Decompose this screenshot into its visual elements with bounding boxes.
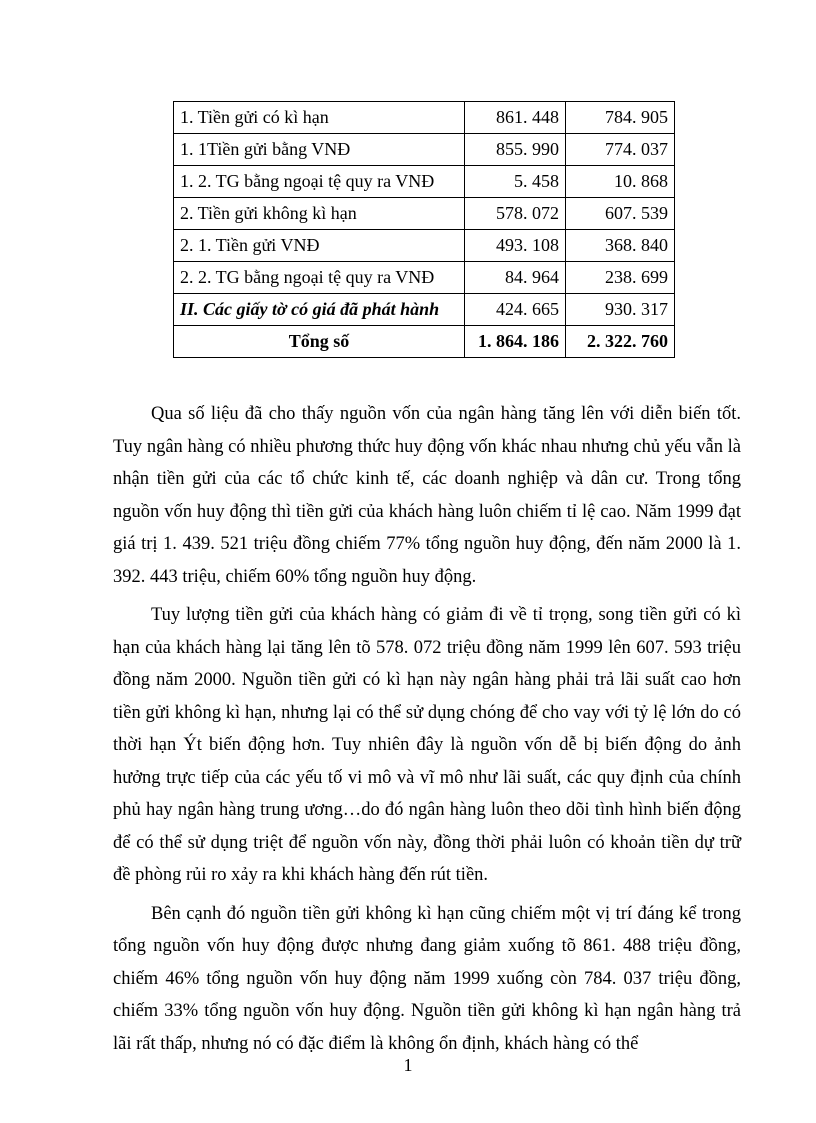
value-1999: 1. 864. 186 [465,326,566,358]
row-label: Tổng số [174,326,465,358]
table-row [174,166,675,198]
value-2000: 607. 539 [566,198,675,230]
value-2000: 784. 905 [566,102,675,134]
table-row [174,294,675,326]
table-row [174,230,675,262]
paragraph-3: Bên cạnh đó nguồn tiền gửi không kì hạn cũng chiếm một vị trí đáng kể trong tổng nguồn vốn huy động được nhưng đang giảm xuống tõ 861. 488 triệu đồng, chiếm 46% tổng nguồn vốn huy động năm 1999 xuống còn 784. 037 triệu đồng, chiếm 33% tổng nguồn vốn huy động. Nguồn tiền gửi không kì hạn ngân hàng trả lãi rất thấp, nhưng nó có đặc điểm là không ổn định, khách hàng có thể [113,903,741,1054]
row-label: 1. 2. TG bằng ngoại tệ quy ra VNĐ [174,166,465,198]
table-row [174,102,675,134]
row-label: II. Các giấy tờ có giá đã phát hành [174,294,465,326]
deposit-table [173,101,675,358]
row-label: 2. Tiền gửi không kì hạn [174,198,465,230]
value-2000: 930. 317 [566,294,675,326]
value-2000: 2. 322. 760 [566,326,675,358]
page-number: 1 [403,1055,413,1075]
value-1999: 424. 665 [465,294,566,326]
value-2000: 368. 840 [566,230,675,262]
row-label: 1. Tiền gửi có kì hạn [174,102,465,134]
value-1999: 578. 072 [465,198,566,230]
value-2000: 10. 868 [566,166,675,198]
paragraph-1: Qua số liệu đã cho thấy nguồn vốn của ngân hàng tăng lên với diễn biến tốt. Tuy ngân hàng có nhiều phương thức huy động vốn khác nhau nhưng chủ yếu vẫn là nhận tiền gửi của các tổ chức kinh tế, các doanh nghiệp và dân cư. Trong tổng nguồn vốn huy động thì tiền gửi của khách hàng luôn chiếm tỉ lệ cao. Năm 1999 đạt giá trị 1. 439. 521 triệu đồng chiếm 77% tổng nguồn huy động, đến năm 2000 là 1. 392. 443 triệu, chiếm 60% tổng nguồn huy động. [113,404,741,587]
value-2000: 238. 699 [566,262,675,294]
row-label: 1. 1Tiền gửi bằng VNĐ [174,134,465,166]
value-1999: 861. 448 [465,102,566,134]
table-row [174,262,675,294]
row-label: 2. 2. TG bằng ngoại tệ quy ra VNĐ [174,262,465,294]
paragraph-2: Tuy lượng tiền gửi của khách hàng có giảm đi về tỉ trọng, song tiền gửi có kì hạn của khách hàng lại tăng lên tõ 578. 072 triệu đồng năm 1999 lên 607. 593 triệu đồng năm 2000. Nguồn tiền gửi có kì hạn này ngân hàng phải trả lãi suất cao hơn tiền gửi không kì hạn, nhưng lại có thể sử dụng chóng để cho vay với tỷ lệ lớn do có thời hạn Ýt biến động hơn. Tuy nhiên đây là nguồn vốn dễ bị biến động do ảnh hưởng trực tiếp của các yếu tố vi mô và vĩ mô như lãi suất, các quy định của chính phủ hay ngân hàng trung ương…do đó ngân hàng luôn theo dõi tình hình biến động để có thể sử dụng triệt để nguồn vốn này, đồng thời phải luôn có khoản tiền dự trữ đề phòng rủi ro xảy ra khi khách hàng đến rút tiền. [113,605,741,885]
row-label: 2. 1. Tiền gửi VNĐ [174,230,465,262]
value-1999: 84. 964 [465,262,566,294]
value-1999: 5. 458 [465,166,566,198]
value-1999: 493. 108 [465,230,566,262]
table-row [174,326,675,358]
table-row [174,134,675,166]
body-text [113,398,741,1066]
value-2000: 774. 037 [566,134,675,166]
value-1999: 855. 990 [465,134,566,166]
table-row [174,198,675,230]
